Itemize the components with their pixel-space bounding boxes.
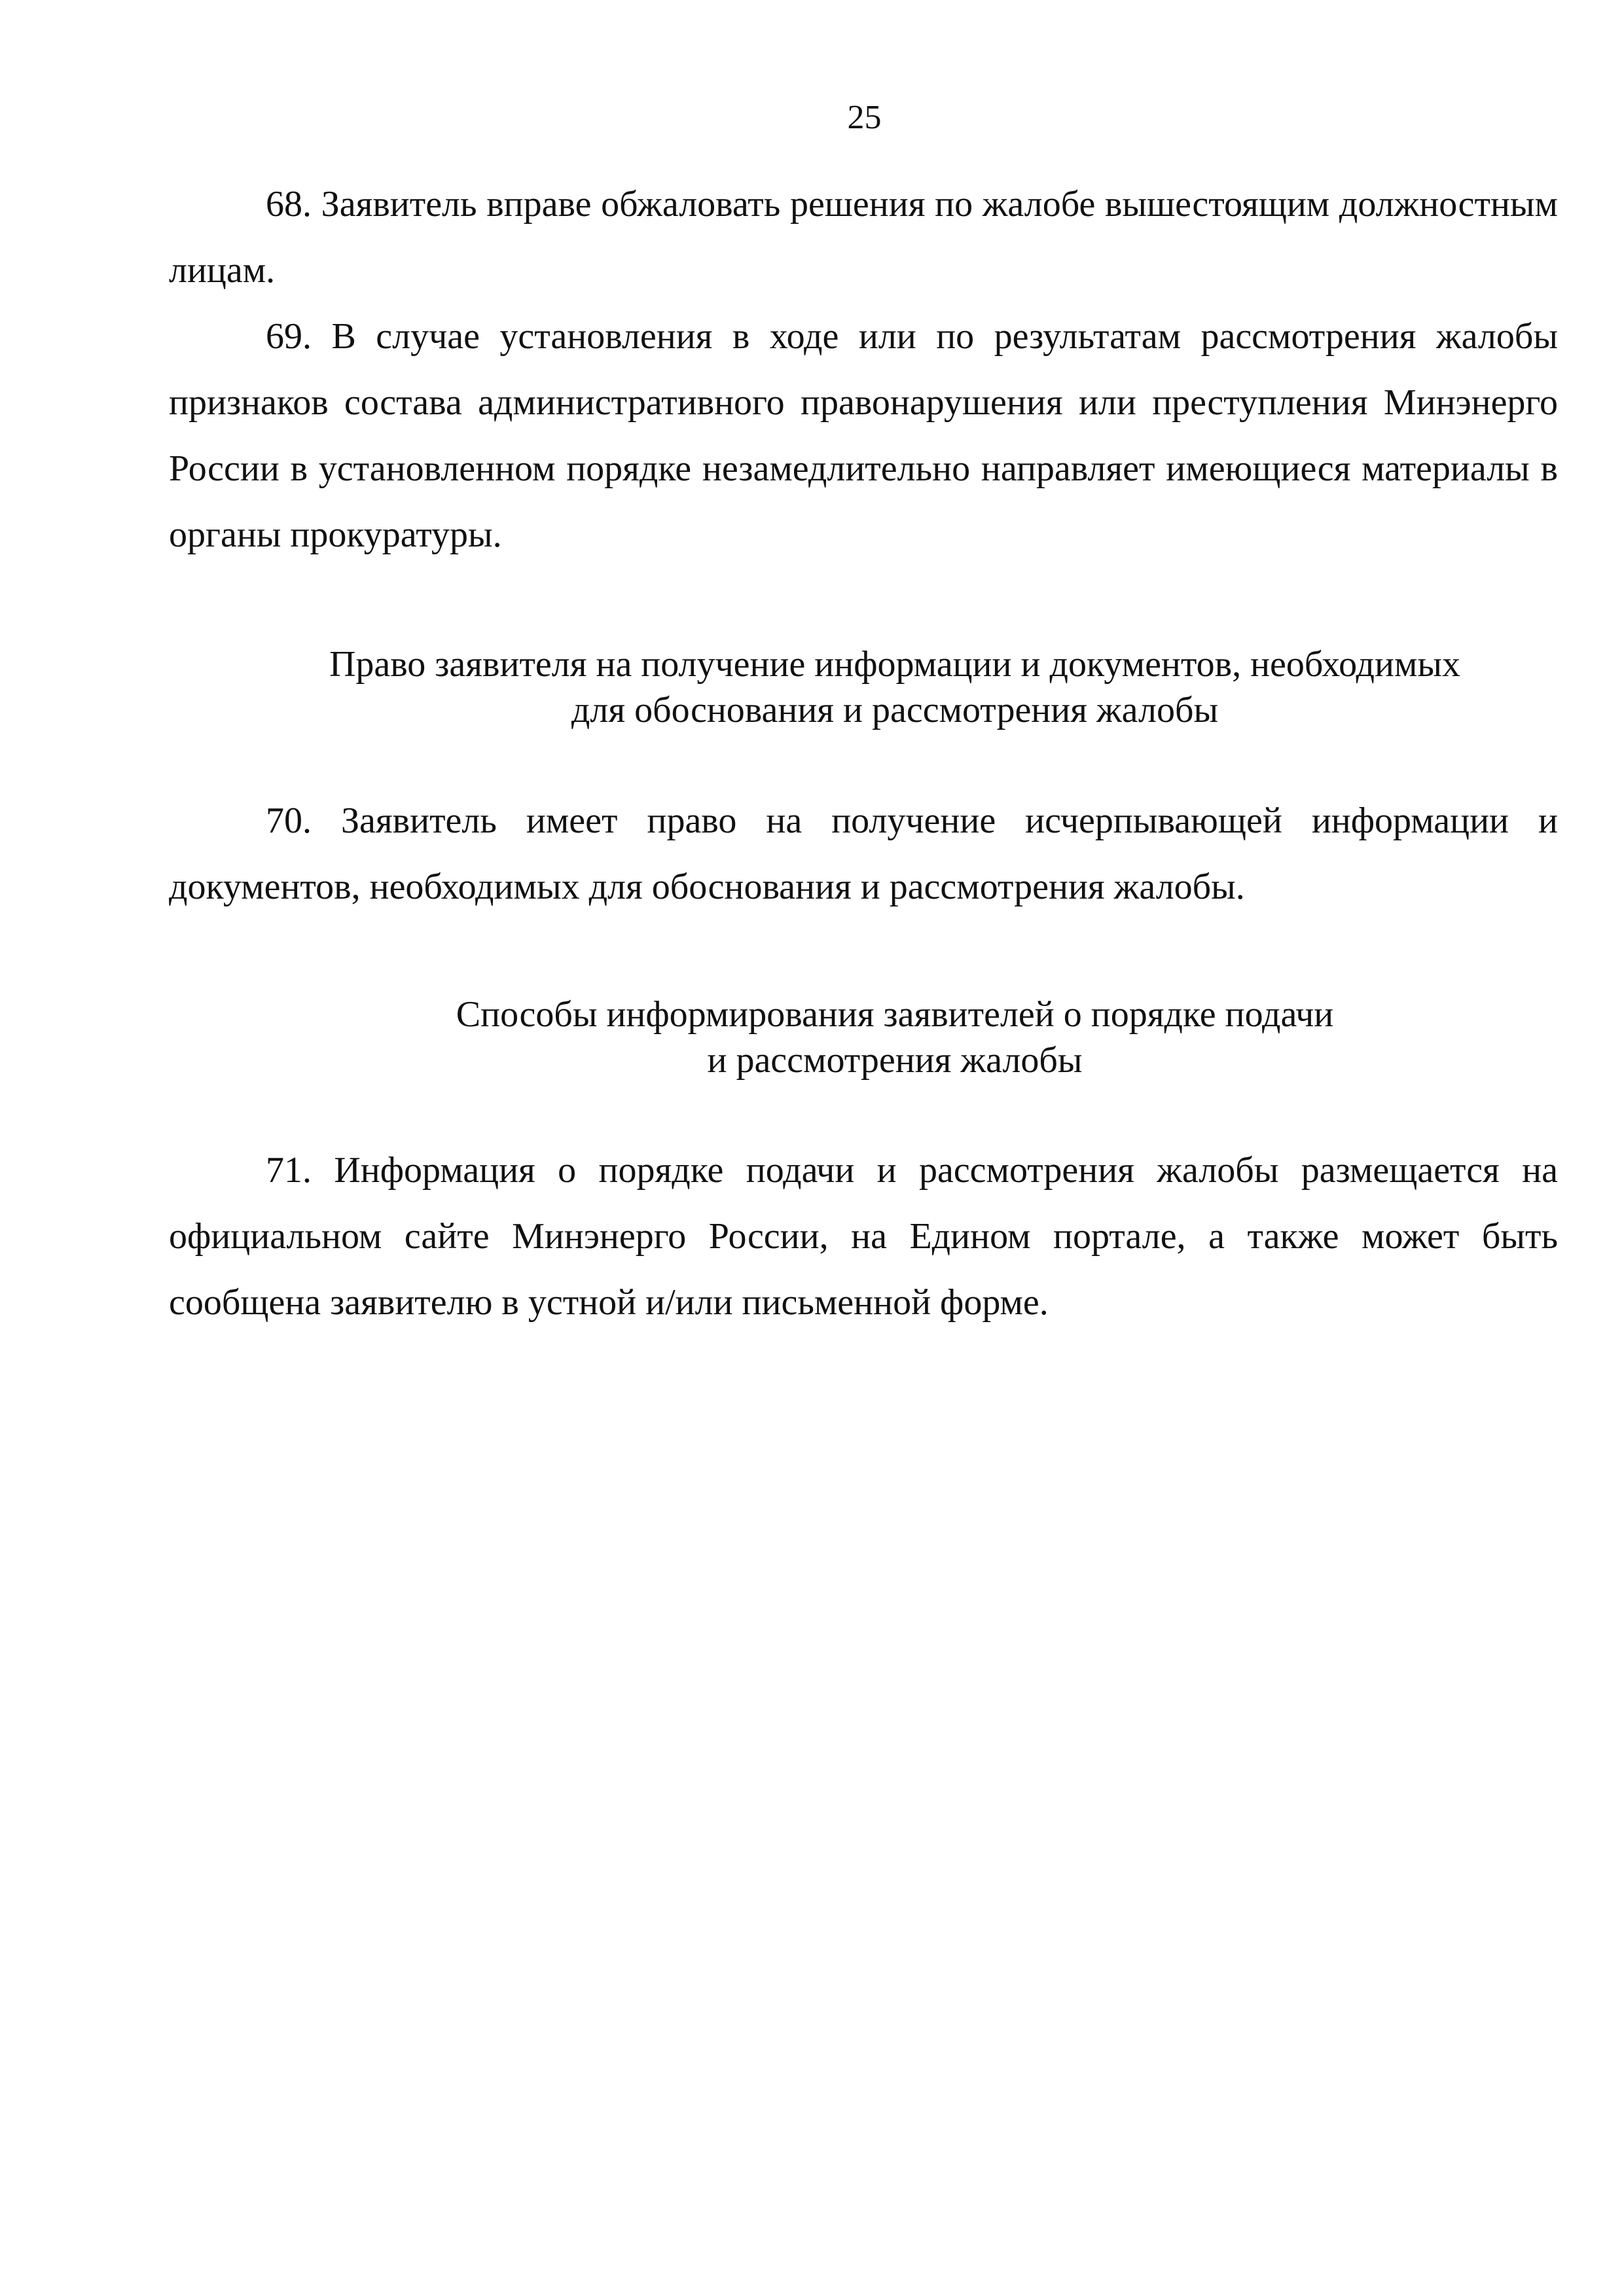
paragraph-69: 69. В случае установления в ходе или по результатам рассмотрения жалобы признаков состава административного правонарушения или преступления Минэнерго России в установленном порядке незамедлительно направляет имеющиеся материалы в органы прокуратуры. bbox=[169, 316, 1558, 555]
paragraph-70: 70. Заявитель имеет право на получение исчерпывающей информации и документов, необходимых для обоснования и рассмотрения жалобы. bbox=[169, 800, 1558, 907]
section-heading-right-to-information bbox=[169, 641, 1589, 733]
heading-line: Способы информирования заявителей о порядке подачи bbox=[456, 994, 1334, 1035]
heading-line: и рассмотрения жалобы bbox=[707, 1040, 1083, 1081]
paragraph-71: 71. Информация о порядке подачи и рассмотрения жалобы размещается на официальном сайте Минэнерго России, на Едином портале, а также может быть сообщена заявителю в устной и/или письменной форме. bbox=[169, 1150, 1558, 1323]
paragraph-71-block bbox=[169, 1138, 1558, 1336]
heading-line: для обоснования и рассмотрения жалобы bbox=[571, 690, 1219, 730]
paragraph-68: 68. Заявитель вправе обжаловать решения по жалобе вышестоящим должностным лицам. bbox=[169, 184, 1558, 291]
section-heading-informing-methods bbox=[169, 992, 1589, 1083]
page-number: 25 bbox=[847, 99, 882, 136]
paragraphs-68-69 bbox=[169, 171, 1558, 568]
paragraph-70-block bbox=[169, 788, 1558, 920]
heading-line: Право заявителя на получение информации и документов, необходимых bbox=[329, 644, 1461, 685]
